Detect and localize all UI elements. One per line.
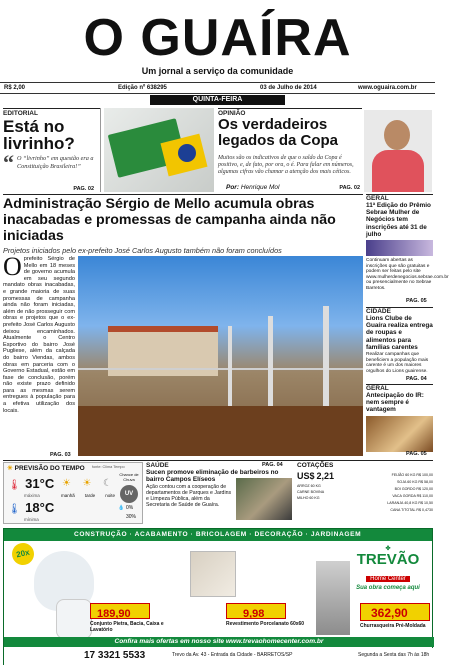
price-tag-3: 362,90 xyxy=(360,603,430,621)
photo-fence-rail xyxy=(78,368,363,370)
photo-ground xyxy=(78,406,363,456)
weather-min: 🌡 18°C mínima xyxy=(8,500,55,522)
edition-info-bar xyxy=(0,82,435,94)
editorial-section-label: EDITORIAL xyxy=(3,108,100,117)
weather-source: fonte: Clima Tempo xyxy=(92,465,125,469)
newspaper-subtitle: Um jornal a serviço da comunidade xyxy=(141,66,294,76)
flag-globe xyxy=(178,144,196,162)
geral2-section-label: GERAL xyxy=(366,384,433,392)
weather-max: 🌡 31°C máxima xyxy=(8,476,55,498)
cotacoes-block xyxy=(297,462,433,524)
sun-icon: ☀ xyxy=(62,478,71,489)
ad-contact-bar xyxy=(4,648,434,665)
editorial-title: Está no livrinho? xyxy=(3,117,75,153)
main-body xyxy=(3,252,75,456)
sun-small-icon: ☀ xyxy=(7,465,13,472)
sebrae-text: Continuam abertas as inscrições que são gratuitas e podem ser feitas pelo site www.mulherdenegocios.sebrae.com.br ou presencialmente no Sebrae Barretos. xyxy=(366,258,449,291)
lions-text: Realizar campanhas que beneficiem a população mais carente é um dos maiores orgulhos do Lions guairense. xyxy=(366,352,429,374)
item-3: Churrasqueira Pré-Moldada xyxy=(360,623,426,629)
editorial-block[interactable] xyxy=(3,108,101,192)
main-body-text: prefeito Sérgio de Mello em 18 meses de governo acumula em seu segundo mandato obras inacabadas, e grande maioria de suas promessas de campanha ainda não foram iniciadas, além de não prosseguir com obras e projetos que o ex-prefeito José Carlos Augusto deixou encaminhados. Atualmente o Centro Esportivo do bairro José Pugliese, além da calçada do bairro Viendas, ambos obras em parceria com o Governo Estadual, estão em fase de conclusão, porém não existe prazo definido para as mesmas serem entregues à população para a efetiva utilização dos locais. xyxy=(3,256,75,414)
constitution-book-image xyxy=(104,108,214,192)
main-page: PAG. 03 xyxy=(50,452,71,458)
ad-phone[interactable]: 17 3321 5533 xyxy=(84,650,146,661)
weekday-label: QUINTA-FEIRA xyxy=(150,95,285,105)
trevao-advertisement[interactable] xyxy=(3,528,433,665)
opinion-block[interactable] xyxy=(218,108,362,192)
sebrae-image xyxy=(366,240,433,256)
lions-page: PAG. 04 xyxy=(406,376,427,382)
newspaper-title: O GUAÍRA xyxy=(83,9,352,67)
website[interactable]: www.oguaira.com.br xyxy=(358,85,417,91)
cotacoes-right-list: FEIJÃO 60 KG R$ 100,00 SOJA 60 KG R$ 58,00 BOI GORDO R$ 120,00 VACA GORDA R$ 110,00 LARANJA 40,8 KG R$ 10,50 CANA T/TOTAL R$ 0,4730 xyxy=(387,473,433,512)
edition-number: Edição nº 638295 xyxy=(118,85,167,91)
opinion-text: Muitos são os indicativos de que o saldo da Copa é positivo, e, de fato, por ora, o é. Para falar em números, algumas cifras vão chamar a atenção dos mais céticos. xyxy=(218,155,354,175)
cotacoes-title: COTAÇÕES xyxy=(297,462,334,469)
uv-badge: UV xyxy=(120,485,138,503)
geral-sebrae-block[interactable] xyxy=(366,194,449,306)
ir-page: PAG. 05 xyxy=(406,451,427,457)
toilet-image xyxy=(56,599,92,639)
opinion-byline xyxy=(226,184,279,191)
opinion-section-label: OPINIÃO xyxy=(218,108,362,117)
weather-day-icons xyxy=(62,478,112,489)
byline-label: Por: xyxy=(226,184,239,191)
sucen-title: Sucen promove eliminação de barbeiros no bairro Campos Elíseos xyxy=(146,469,279,484)
moon-icon: ☾ xyxy=(103,478,112,489)
rain-chance-label: Chance de Chuva xyxy=(119,472,139,482)
installments-badge: 20x xyxy=(10,541,36,567)
thermometer-icon: 🌡 xyxy=(8,480,21,491)
cidade-section-label: CIDADE xyxy=(366,307,433,315)
rain-chance-value: 30% xyxy=(126,514,137,520)
price: R$ 2,00 xyxy=(4,85,26,91)
saude-block[interactable] xyxy=(146,462,294,524)
ad-footer-link[interactable]: Confira mais ofertas em nosso site www.trevaohomecenter.com.br xyxy=(4,637,434,647)
editorial-quote: O “livrinho” em questão era a Constituição Brasileira!” xyxy=(17,155,94,170)
opinion-title: Os verdadeiros legados da Copa xyxy=(218,116,339,149)
editorial-page: PAG. 02 xyxy=(73,186,94,192)
item-2: Revestimento Porcelanato 60x60 xyxy=(226,621,305,627)
clover-icon: ✤ xyxy=(385,546,391,552)
opinion-page: PAG. 02 xyxy=(339,185,360,191)
weather-block xyxy=(3,462,143,524)
quote-mark-icon: “ xyxy=(3,150,14,175)
grill-image xyxy=(316,561,350,635)
ir-image xyxy=(366,416,433,452)
tile-image xyxy=(190,551,236,597)
sucen-photo xyxy=(236,478,292,520)
sucen-page: PAG. 04 xyxy=(262,462,283,468)
weather-title: ☀ PREVISÃO DO TEMPO xyxy=(7,465,85,472)
ir-title: Antecipação do IR: nem sempre é vantagem xyxy=(366,392,424,414)
main-deck: Projetos iniciados pelo ex-prefeito José Carlos Augusto também não foram concluídos xyxy=(3,246,282,255)
date: 03 de Julho de 2014 xyxy=(260,85,317,91)
weather-day-labels: manhã tarde noite xyxy=(61,493,115,498)
trevao-logo: ✤ TREVÃO Home Center Sua obra começa aqui xyxy=(346,545,430,593)
sebrae-page: PAG. 05 xyxy=(406,298,427,304)
saude-section-label: SAÚDE xyxy=(146,462,169,469)
byline-author: Henrique Mol xyxy=(240,184,280,191)
author-photo xyxy=(364,110,432,192)
cidade-lions-block[interactable] xyxy=(366,307,433,383)
price-tag-1: 189,90 xyxy=(90,603,150,619)
lions-title: Lions Clube de Guaíra realiza entrega de roupas e alimentos para famílias carentes xyxy=(366,315,433,351)
humidity-value: 0% xyxy=(126,505,134,511)
ad-address: Trevo da Av. 43 - Entrada da Cidade - BARRETOS/SP xyxy=(172,652,293,658)
thermometer-icon: 🌡 xyxy=(8,504,21,515)
author-shirt xyxy=(372,150,424,192)
dollar-quote: US$ 2,21 xyxy=(297,471,335,481)
main-headline: Administração Sérgio de Mello acumula obras inacabadas e promessas de campanha ainda não iniciadas xyxy=(3,196,336,244)
sucen-text: Ação contou com a cooperação de departamentos de Parques e Jardins e Limpeza Pública, além da Secretaria de Saúde de Guaíra. xyxy=(146,484,232,509)
main-photo-construction-site xyxy=(78,256,363,456)
geral-ir-block[interactable] xyxy=(366,384,433,458)
price-tag-2: 9,98 xyxy=(226,603,286,619)
masthead xyxy=(0,0,435,82)
ad-hours: Segunda a Sexta das 7h às 18h xyxy=(358,652,430,658)
main-dropcap: O xyxy=(3,252,22,281)
ad-banner: CONSTRUÇÃO · ACABAMENTO · BRICOLAGEM · DECORAÇÃO · JARDINAGEM xyxy=(4,529,432,541)
cotacoes-left-list: ARROZ 60 KG CARNE BOVINA MILHO 60 KG xyxy=(297,484,325,500)
sebrae-title: 11ª Edição do Prêmio Sebrae Mulher de Negócios tem inscrições até 31 de julho xyxy=(366,202,431,238)
item-1: Conjunto Pietra, Bacia, Caixa e Lavatório xyxy=(90,621,164,633)
rain-drop-icon: 💧 xyxy=(118,505,125,511)
geral-section-label: GERAL xyxy=(366,194,433,202)
main-story-header[interactable] xyxy=(3,196,363,256)
sun-icon: ☀ xyxy=(82,478,92,489)
author-head xyxy=(384,120,410,150)
